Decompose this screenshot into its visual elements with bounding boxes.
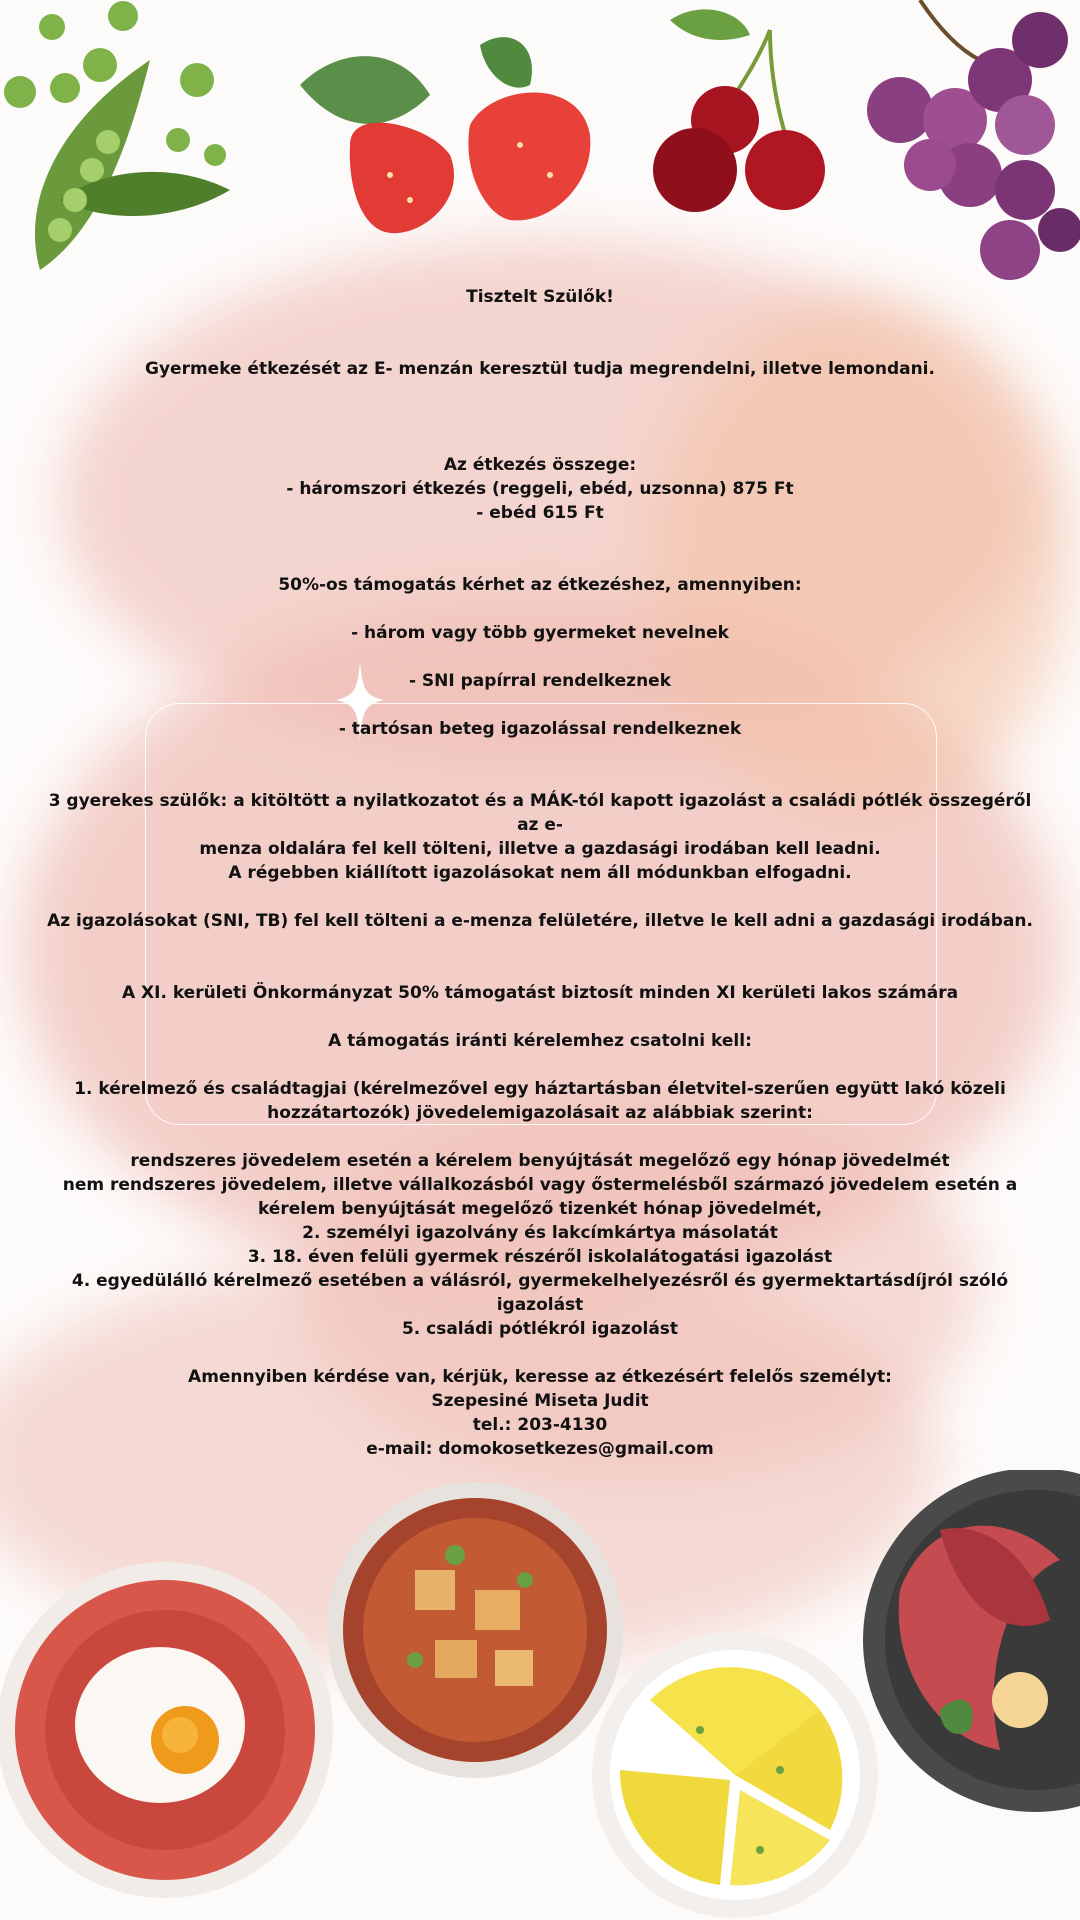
requirement-item: 4. egyedülálló kérelmező esetében a válásról, gyermekelhelyezésről és gyermektartásdíjról szóló igazolást — [71, 1271, 1009, 1315]
three-children-text: menza oldalára fel kell tölteni, illetve a gazdasági irodában kell leadni. — [199, 839, 881, 859]
price-line: - háromszori étkezés (reggeli, ebéd, uzsonna) 875 Ft — [286, 479, 794, 499]
grapes-illustration — [860, 0, 1080, 290]
contact-phone: tel.: 203-4130 — [472, 1415, 608, 1435]
requirement-item: 2. személyi igazolvány és lakcímkártya másolatát — [302, 1223, 778, 1243]
support-heading: 50%-os támogatás kérhet az étkezéshez, amennyiben: — [278, 575, 802, 595]
price-line: - ebéd 615 Ft — [476, 503, 604, 523]
support-item: - tartósan beteg igazolással rendelkeznek — [338, 719, 742, 739]
support-item: - SNI papírral rendelkeznek — [408, 671, 672, 691]
requirement-item: 5. családi pótlékról igazolást — [401, 1319, 679, 1339]
requirement-subitem: nem rendszeres jövedelem, illetve vállalkozásból vagy őstermelésből származó jövedelem esetén a — [62, 1175, 1018, 1195]
octopus-plate-illustration — [860, 1470, 1080, 1820]
requirement-item: 3. 18. éven felüli gyermek részéről iskolalátogatási igazolást — [247, 1247, 833, 1267]
three-children-text: A régebben kiállított igazolásokat nem áll módunkban elfogadni. — [228, 863, 852, 883]
support-item: - három vagy több gyermeket nevelnek — [351, 623, 729, 643]
requirement-item: hozzátartozók) jövedelemigazolásait az alábbiak szerint: — [267, 1103, 813, 1123]
requirement-subitem: kérelem benyújtását megelőző tizenkét hónap jövedelmét, — [257, 1199, 823, 1219]
requirement-subitem: rendszeres jövedelem esetén a kérelem benyújtását megelőző egy hónap jövedelmét — [130, 1151, 950, 1171]
contact-name: Szepesiné Miseta Judit — [431, 1391, 649, 1411]
intro-text: Gyermeke étkezését az E- menzán keresztül tudja megrendelni, illetve lemondani. — [145, 359, 935, 379]
notice-text — [40, 285, 1040, 1461]
stew-bowl-illustration — [325, 1480, 625, 1780]
district-heading: A XI. kerületi Önkormányzat 50% támogatást biztosít minden XI kerületi lakos számára — [121, 983, 959, 1003]
cherries-illustration — [640, 0, 830, 220]
peas-illustration — [0, 0, 250, 290]
strawberries-illustration — [280, 5, 600, 250]
attach-heading: A támogatás iránti kérelemhez csatolni kell: — [328, 1031, 752, 1051]
contact-heading: Amennyiben kérdése van, kérjük, keresse az étkezésért felelős személyt: — [188, 1367, 892, 1387]
price-heading: Az étkezés összege: — [443, 455, 637, 475]
three-children-text: 3 gyerekes szülők: a kitöltött a nyilatkozatot és a MÁK-tól kapott igazolást a családi pótlék összegéről az e- — [48, 791, 1032, 835]
certificates-text: Az igazolásokat (SNI, TB) fel kell tölteni a e-menza felületére, illetve le kell adni a gazdasági irodában. — [47, 911, 1033, 931]
contact-email: e-mail: domokosetkezes@gmail.com — [366, 1439, 714, 1459]
omelette-plate-illustration — [590, 1630, 880, 1920]
greeting: Tisztelt Szülők! — [466, 287, 614, 307]
egg-dish-illustration — [0, 1555, 345, 1905]
requirement-item: 1. kérelmező és családtagjai (kérelmezővel egy háztartásban életvitel-szerűen együtt lakó közeli — [74, 1079, 1006, 1099]
